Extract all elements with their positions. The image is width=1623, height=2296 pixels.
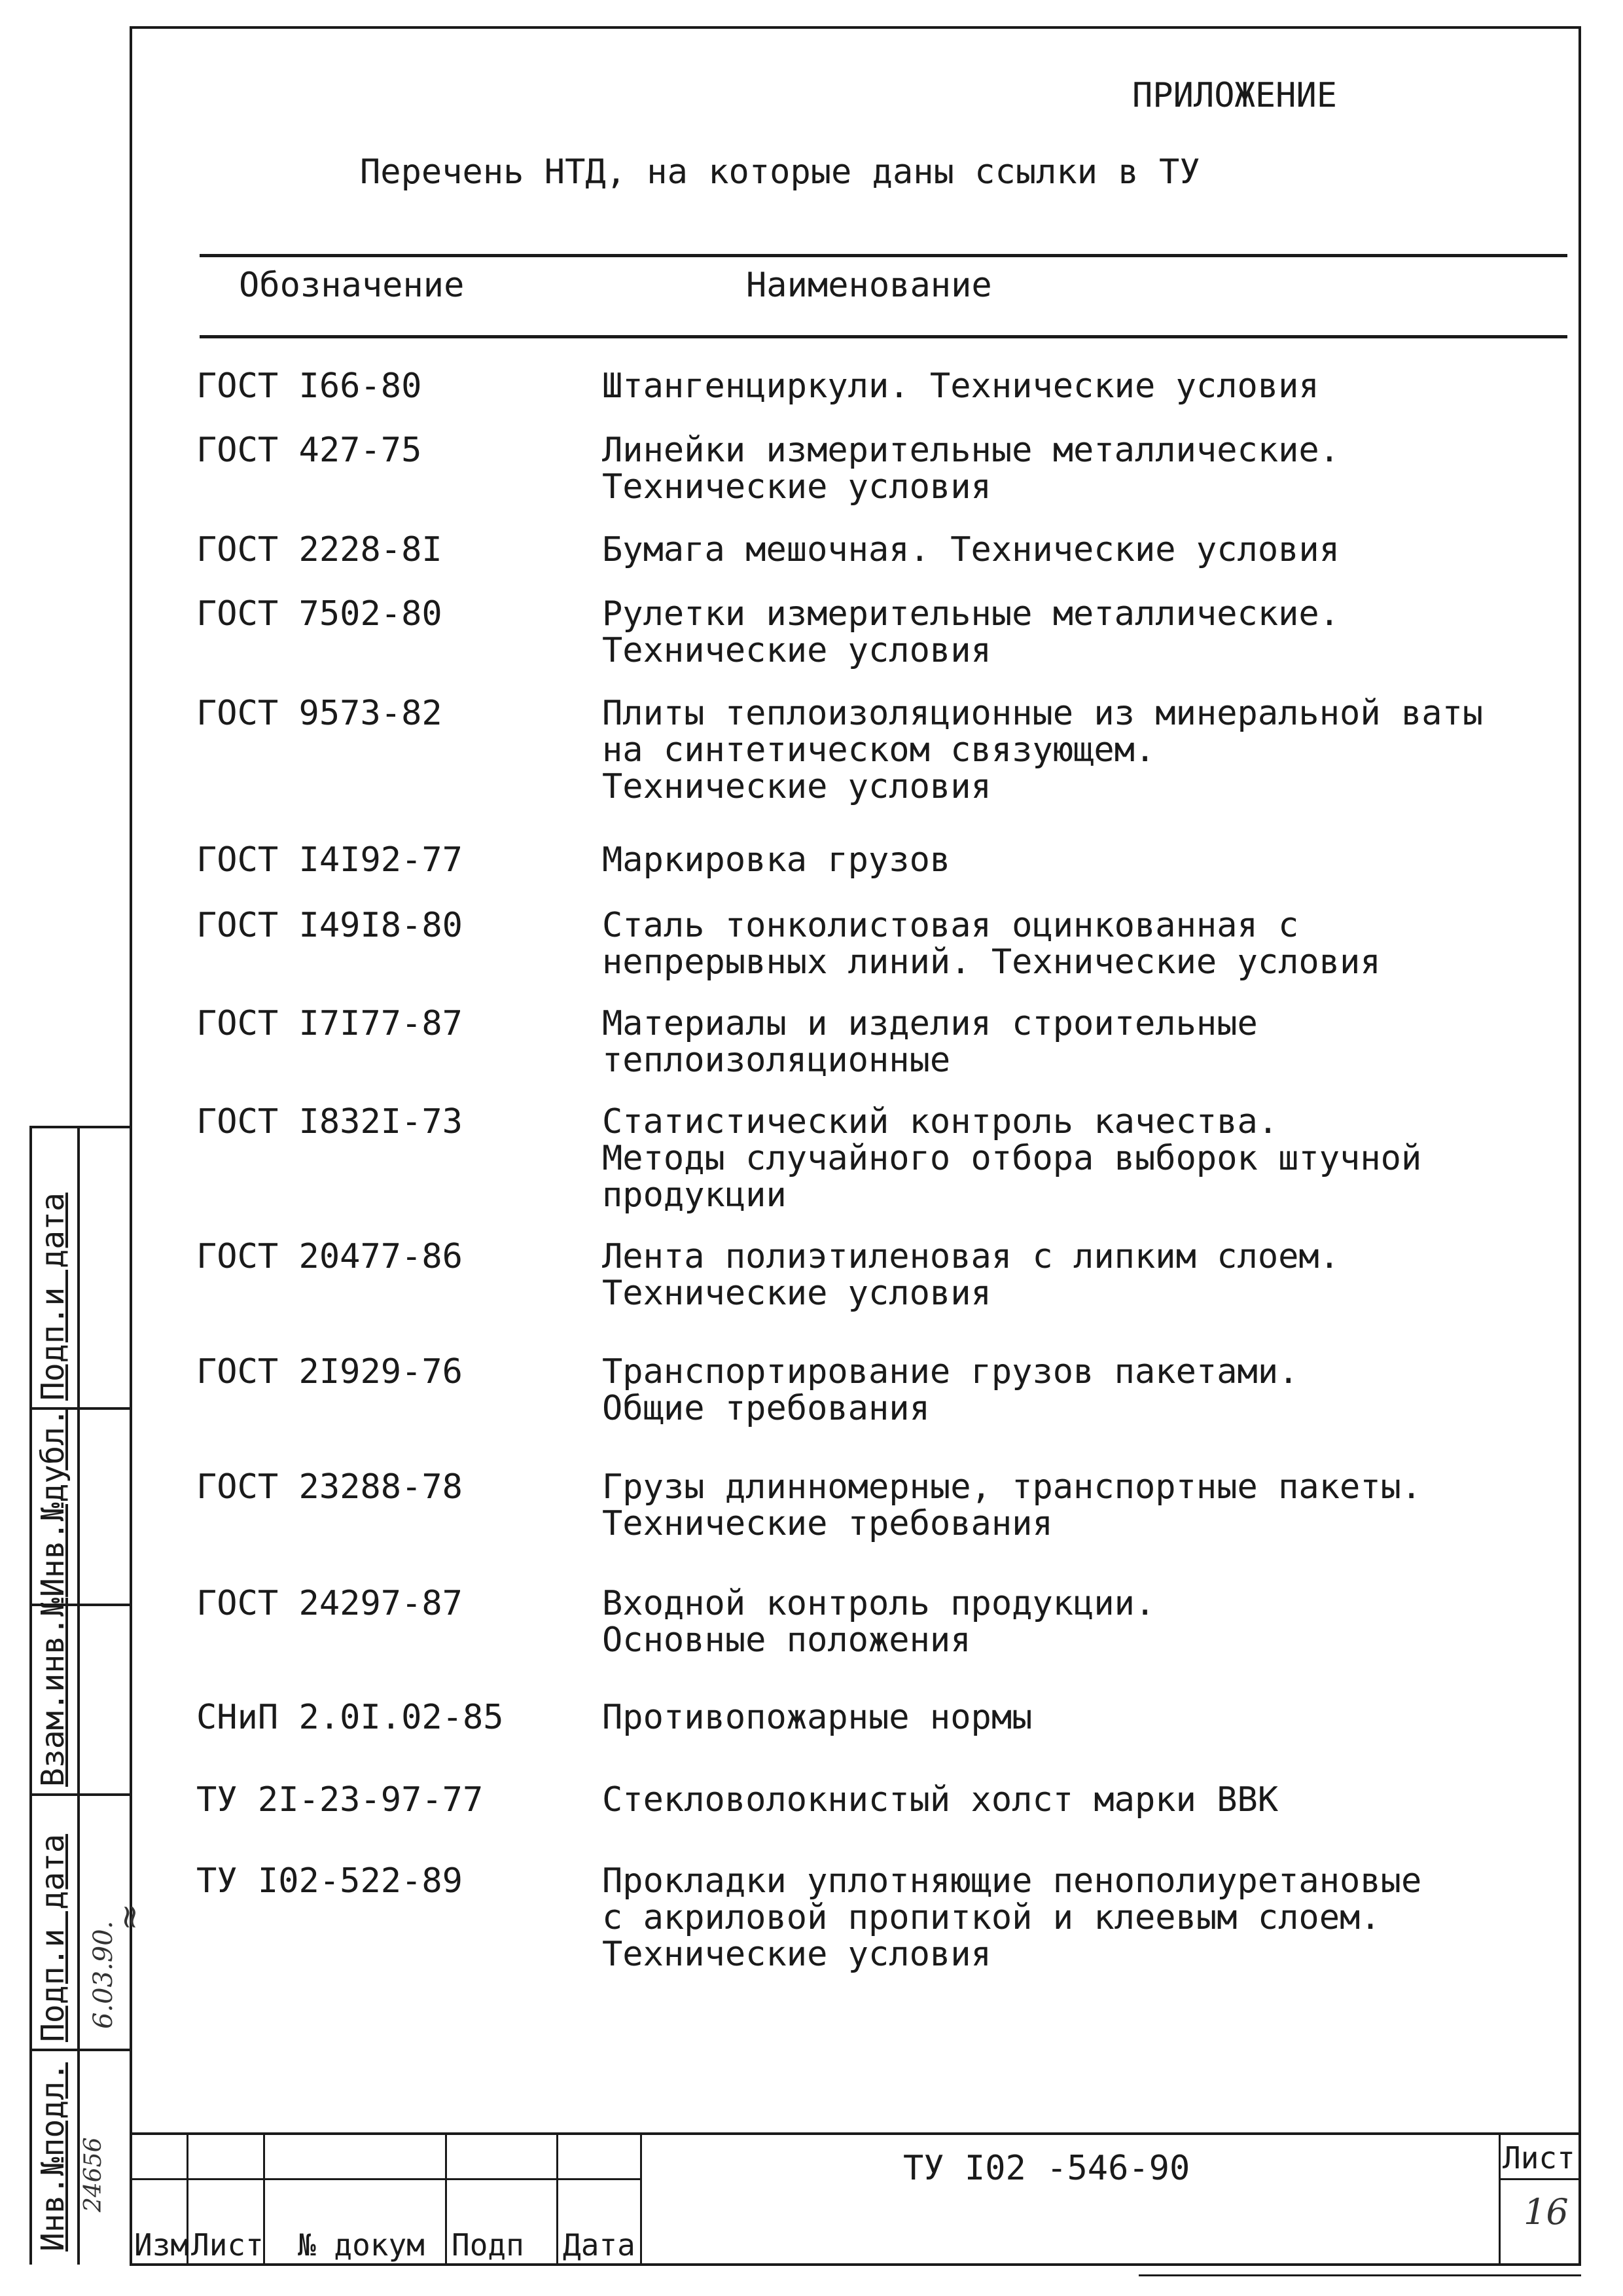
row-name: Грузы длинномерные, транспортные пакеты. Технические требования [602,1467,1422,1543]
row-name: Маркировка грузов [602,840,951,880]
row-name: Противопожарные нормы [602,1698,1033,1737]
sheet-label: Лист [1503,2140,1575,2176]
row-code: СНиП 2.0I.02-85 [196,1698,504,1737]
side-label-dup-inv: Инв.№дубл. [35,1408,71,1597]
row-code: ТУ I02-522-89 [196,1861,463,1901]
column-header-name: Наименование [746,266,992,305]
handwritten-date: 6.03.90. [88,1920,118,2029]
title-block-header-change: Изм [134,2227,189,2263]
row-code: ГОСТ I7I77-87 [196,1004,463,1043]
row-code: ГОСТ 7502-80 [196,594,442,634]
row-name: Прокладки уплотняющие пенополиуретановые с акриловой пропиткой и клеевым слоем. Технические условия [602,1861,1422,1974]
row-name: Материалы и изделия строительные теплоизоляционные [602,1004,1258,1080]
title-block-top-line [130,2132,1581,2135]
title-block-middle-line [130,2178,640,2180]
side-label-sign-date-top: Подп.и дата [35,1193,71,1401]
column-header-designation: Обозначение [239,266,465,305]
title-block-bottom-line [130,2263,1581,2266]
row-code: ГОСТ I832I-73 [196,1102,463,1141]
row-code: ГОСТ 23288-78 [196,1467,463,1507]
title-block-header-sheet: Лист [191,2227,264,2263]
signature-mark: ≈ [110,1903,148,1931]
row-name: Рулетки измерительные металлические. Технические условия [602,594,1340,670]
title-block-sheet-line [1499,2178,1581,2180]
title-block-col-line [640,2132,642,2263]
sheet-number: 16 [1524,2191,1569,2233]
row-name: Лента полиэтиленовая с липким слоем. Технические условия [602,1237,1340,1313]
row-code: ГОСТ 20477-86 [196,1237,463,1276]
table-header-rule-bottom [200,335,1567,338]
side-stamp-divider [29,1793,131,1796]
row-code: ГОСТ 2I929-76 [196,1352,463,1391]
side-stamp-divider [29,2049,131,2051]
page-title: Перечень НТД, на которые даны ссылки в ТУ [360,152,1200,192]
side-label-original-inv: Инв.№подл. [35,2062,71,2251]
row-name: Плиты теплоизоляционные из минеральной ваты на синтетическом связующем. Технические условия [602,694,1484,806]
handwritten-inventory-number: 24656 [80,2137,107,2212]
row-code: ГОСТ I49I8-80 [196,906,463,945]
row-name: Линейки измерительные металлические. Технические условия [602,431,1340,507]
row-code: ТУ 2I-23-97-77 [196,1780,484,1820]
row-code: ГОСТ 9573-82 [196,694,442,733]
row-code: ГОСТ I4I92-77 [196,840,463,880]
title-block-col-line [1499,2132,1501,2263]
title-block-header-signature: Подп [452,2227,524,2263]
row-code: ГОСТ 2228-8I [196,530,442,569]
table-header-rule-top [200,254,1567,257]
row-name: Транспортирование грузов пакетами. Общие требования [602,1352,1299,1428]
side-label-sign-date-bottom: Подп.и дата [35,1834,71,2042]
row-name: Штангенциркули. Технические условия [602,367,1319,406]
appendix-label: ПРИЛОЖЕНИЕ [1132,76,1338,115]
frame-right-border [1578,26,1581,2265]
title-block-col-line [445,2132,447,2263]
row-name: Стекловолокнистый холст марки ВВК [602,1780,1279,1820]
side-stamp-inner-line [77,1126,80,2265]
side-stamp-outer-line [29,1126,32,2265]
document-number: ТУ I02 -546-90 [903,2149,1190,2188]
row-name: Статистический контроль качества. Методы случайного отбора выборок штучной продукции [602,1102,1422,1215]
title-block-underline [1139,2274,1581,2276]
side-stamp-top-line [29,1126,131,1128]
row-code: ГОСТ I66-80 [196,367,422,406]
row-code: ГОСТ 24297-87 [196,1584,463,1623]
row-code: ГОСТ 427-75 [196,431,422,470]
row-name: Бумага мешочная. Технические условия [602,530,1340,569]
frame-top-border [130,26,1581,29]
title-block-header-date: Дата [563,2227,635,2263]
row-name: Сталь тонколистовая оцинкованная с непрерывных линий. Технические условия [602,906,1381,982]
title-block-header-doc-number: № докум [298,2227,425,2263]
row-name: Входной контроль продукции. Основные положения [602,1584,1156,1660]
side-label-replace-inv: Взам.инв.№ [35,1598,71,1787]
title-block-col-line [556,2132,558,2263]
